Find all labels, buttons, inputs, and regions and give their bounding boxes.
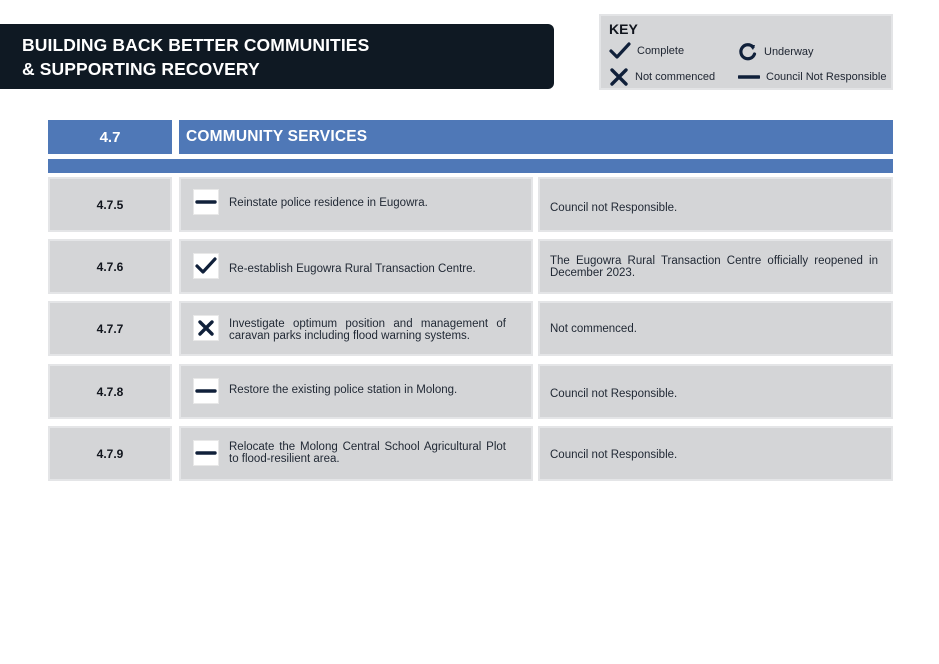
key-council-label: Council Not Responsible <box>766 71 887 83</box>
key-not-commenced-label: Not commenced <box>635 71 716 83</box>
table-row <box>48 301 893 356</box>
row-action-text: Re-establish Eugowra Rural Transaction Centre. <box>229 263 476 275</box>
status-key <box>599 14 893 90</box>
dash-icon <box>738 67 760 87</box>
row-action-text: Reinstate police residence in Eugowra. <box>229 197 428 209</box>
row-status-icon <box>193 440 219 466</box>
row-id: 4.7.8 <box>48 364 172 419</box>
section-number: 4.7 <box>48 120 172 154</box>
row-action-cell <box>179 364 533 419</box>
cross-icon <box>609 67 629 87</box>
row-status-text: Council not Responsible. <box>550 448 678 461</box>
row-action-text: Relocate the Molong Central School Agricultural Plot to flood-resilient area. <box>229 441 506 465</box>
underway-icon <box>738 42 758 62</box>
page-banner <box>0 24 554 89</box>
key-underway <box>738 42 814 62</box>
row-action-cell <box>179 426 533 481</box>
table-row <box>48 426 893 481</box>
banner-title-line2: & SUPPORTING RECOVERY <box>22 59 260 79</box>
row-id: 4.7.5 <box>48 177 172 232</box>
dash-icon <box>195 192 217 212</box>
row-status-text: Not commenced. <box>550 322 637 335</box>
cross-icon <box>196 318 216 338</box>
banner-title-line1: BUILDING BACK BETTER COMMUNITIES <box>22 35 370 55</box>
key-title: KEY <box>609 21 638 37</box>
row-id: 4.7.9 <box>48 426 172 481</box>
section-title: COMMUNITY SERVICES <box>179 120 893 154</box>
row-action-text: Investigate optimum position and management of caravan parks including flood warning systems. <box>229 318 506 342</box>
row-action-text: Restore the existing police station in Molong. <box>229 384 458 396</box>
check-icon <box>609 42 631 60</box>
table-row <box>48 364 893 419</box>
check-icon <box>195 257 217 275</box>
key-complete-label: Complete <box>637 45 685 57</box>
row-status-icon <box>193 315 219 341</box>
section-divider-bar <box>48 159 893 173</box>
row-id: 4.7.7 <box>48 301 172 356</box>
table-row <box>48 177 893 232</box>
row-id: 4.7.6 <box>48 239 172 294</box>
key-underway-label: Underway <box>764 46 814 58</box>
key-complete <box>609 42 684 60</box>
row-status-cell <box>538 239 893 294</box>
row-status-cell <box>538 301 893 356</box>
table-row <box>48 239 893 294</box>
row-status-text: Council not Responsible. <box>550 201 678 214</box>
row-status-text: The Eugowra Rural Transaction Centre officially reopened in December 2023. <box>550 254 878 279</box>
row-action-cell <box>179 301 533 356</box>
row-status-icon <box>193 189 219 215</box>
row-status-cell <box>538 364 893 419</box>
dash-icon <box>195 381 217 401</box>
key-not-commenced <box>609 67 715 87</box>
row-status-cell <box>538 177 893 232</box>
row-status-cell <box>538 426 893 481</box>
row-status-text: Council not Responsible. <box>550 387 678 400</box>
dash-icon <box>195 443 217 463</box>
row-action-cell <box>179 177 533 232</box>
key-council-not-responsible <box>738 67 886 87</box>
row-status-icon <box>193 378 219 404</box>
row-action-cell <box>179 239 533 294</box>
row-status-icon <box>193 253 219 279</box>
